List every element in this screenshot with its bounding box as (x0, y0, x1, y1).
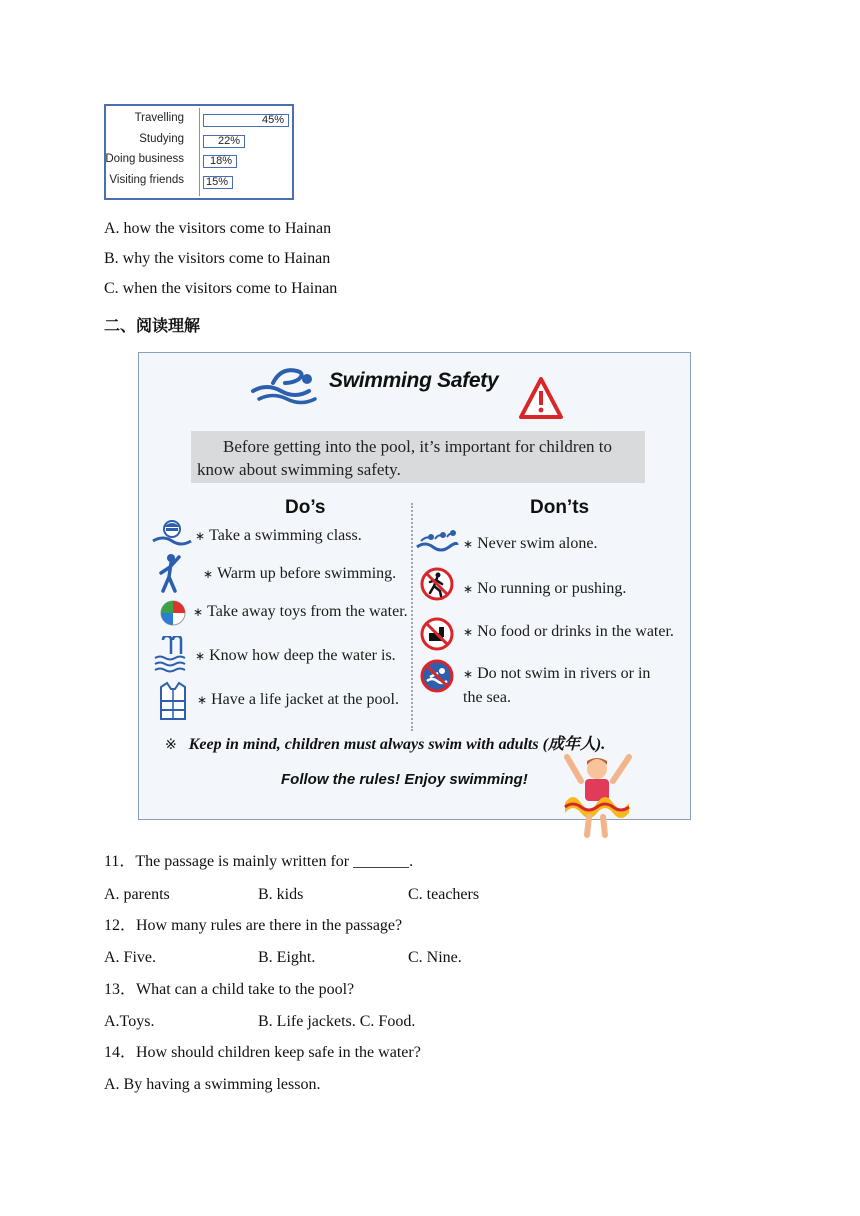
q11-option-c: C. teachers (408, 886, 480, 903)
q12-option-a: A. Five. (104, 949, 156, 966)
do-rule-1: ∗ Take a swimming class. (195, 527, 362, 544)
swimmer-cap-icon (151, 517, 193, 549)
column-divider (411, 503, 413, 731)
do-rule-3: ∗ Take away toys from the water. (193, 603, 408, 620)
chart-bar (203, 176, 233, 189)
q13-option-a: A.Toys. (104, 1013, 155, 1030)
no-swimming-icon (420, 659, 454, 693)
dos-heading: Do’s (285, 497, 326, 518)
do-rule-5: ∗ Have a life jacket at the pool. (197, 691, 399, 708)
q14-option-a: A. By having a swimming lesson. (104, 1076, 321, 1093)
slogan: Follow the rules! Enjoy swimming! (281, 771, 528, 788)
beach-ball-icon (159, 599, 187, 627)
question-13: 13．What can a child take to the pool? (104, 981, 355, 998)
donts-heading: Don’ts (530, 497, 590, 518)
chart-value-label: 18% (209, 155, 232, 167)
no-running-icon (420, 567, 454, 601)
chart-bar (203, 155, 237, 168)
dont-rule-4-cont: the sea. (463, 689, 511, 706)
q13-option-bc: B. Life jackets. C. Food. (258, 1013, 416, 1030)
chart-divider (199, 108, 200, 196)
dont-rule-2: ∗ No running or pushing. (463, 580, 627, 597)
chart-category-label: Travelling (134, 112, 184, 124)
chart-category-label: Studying (139, 133, 184, 145)
chart-category-label: Visiting friends (109, 174, 184, 186)
dont-rule-3: ∗ No food or drinks in the water. (463, 623, 674, 640)
intro-box (191, 431, 645, 483)
no-food-icon (420, 617, 454, 651)
intro-line-2: know about swimming safety. (197, 460, 401, 479)
q11-option-a: A. parents (104, 886, 170, 903)
option-q10-c: C. when the visitors come to Hainan (104, 280, 338, 297)
chart-bar (203, 114, 289, 127)
chart-bar (203, 135, 245, 148)
q12-option-b: B. Eight. (258, 949, 316, 966)
child-swimmer-icon (559, 751, 637, 841)
option-q10-a: A. how the visitors come to Hainan (104, 220, 332, 237)
question-14: 14．How should children keep safe in the water? (104, 1044, 421, 1061)
swimming-safety-poster (138, 352, 691, 820)
visitor-reasons-chart (104, 104, 294, 200)
intro-line-1: Before getting into the pool, it’s important for children to (223, 437, 613, 456)
stretching-person-icon (157, 553, 183, 593)
dont-rule-4: ∗ Do not swim in rivers or in (463, 665, 651, 682)
section-heading: 二、阅读理解 (104, 316, 201, 335)
safety-note: ※ Keep in mind, children must always swim with adults (成年人). (165, 736, 606, 753)
option-q10-b: B. why the visitors come to Hainan (104, 250, 331, 267)
life-jacket-icon (159, 681, 187, 721)
poster-title: Swimming Safety (329, 369, 499, 392)
do-rule-4: ∗ Know how deep the water is. (195, 647, 396, 664)
dont-rule-1: ∗ Never swim alone. (463, 535, 598, 552)
q11-option-b: B. kids (258, 886, 304, 903)
question-12: 12．How many rules are there in the passage? (104, 917, 403, 934)
chart-value-label: 22% (217, 135, 240, 147)
chart-value-label: 45% (261, 114, 284, 126)
swimmer-logo-icon (247, 361, 325, 407)
warning-icon (517, 375, 565, 421)
chart-category-label: Doing business (105, 153, 184, 165)
pool-ladder-icon (153, 636, 187, 674)
question-11: 11．The passage is mainly written for _______. (104, 853, 414, 870)
chart-value-label: 15% (205, 176, 228, 188)
do-rule-2: ∗ Warm up before swimming. (203, 565, 397, 582)
q12-option-c: C. Nine. (408, 949, 462, 966)
swimmers-icon (415, 529, 459, 555)
